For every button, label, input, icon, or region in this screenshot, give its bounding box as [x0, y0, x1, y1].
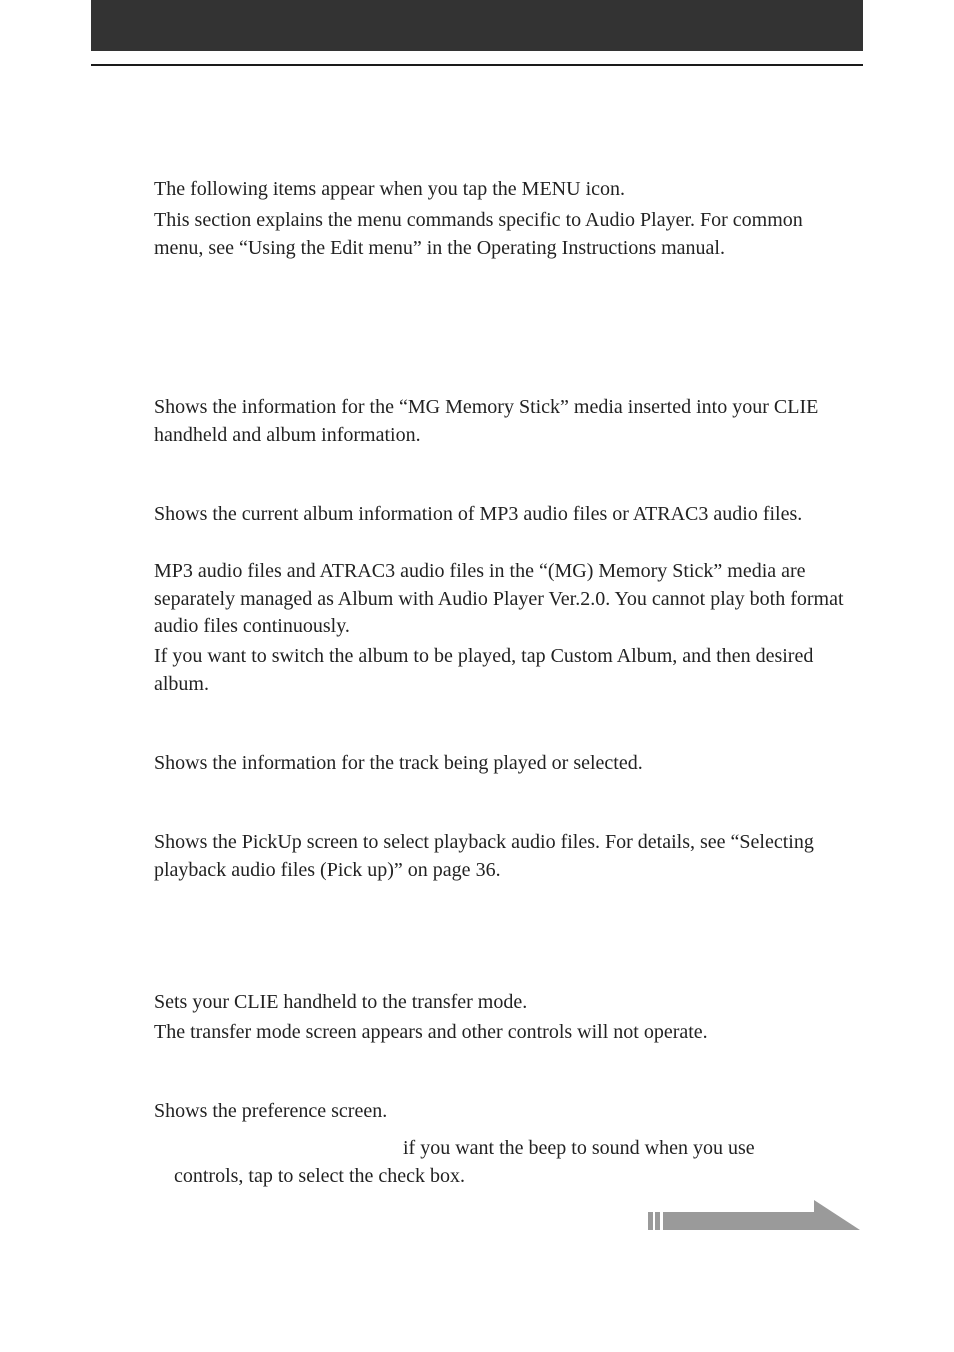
header-bar [91, 0, 863, 51]
transfer-description-1: Sets your CLIE handheld to the transfer mode. [154, 991, 528, 1013]
pickup-description: Shows the PickUp screen to select playback audio files. For details, see “Selecting playback audio files (Pick up)” on page 36. [154, 831, 814, 881]
intro-paragraph-1: The following items appear when you tap the MENU icon. [154, 178, 625, 200]
album-description-1: Shows the current album information of MP3 audio files or ATRAC3 audio files. [154, 503, 803, 525]
preference-beep-line-1: if you want the beep to sound when you use [403, 1137, 755, 1159]
header-rule [91, 64, 863, 66]
track-description: Shows the information for the track being played or selected. [154, 752, 643, 774]
transfer-description-2: The transfer mode screen appears and other controls will not operate. [154, 1021, 708, 1043]
intro-paragraph-2: This section explains the menu commands specific to Audio Player. For common menu, see “Using the Edit menu” in the Operating Instructions manual. [154, 209, 803, 259]
info-description: Shows the information for the “MG Memory Stick” media inserted into your CLIE handheld and album information. [154, 396, 819, 446]
continued-arrow-icon [648, 1200, 862, 1232]
preference-beep-line-2: controls, tap to select the check box. [174, 1165, 466, 1187]
album-description-3: If you want to switch the album to be played, tap Custom Album, and then desired album. [154, 645, 814, 695]
album-description-2: MP3 audio files and ATRAC3 audio files in the “(MG) Memory Stick” media are separately managed as Album with Audio Player Ver.2.0. You cannot play both format audio files continuously. [154, 560, 844, 637]
preference-description: Shows the preference screen. [154, 1100, 388, 1122]
